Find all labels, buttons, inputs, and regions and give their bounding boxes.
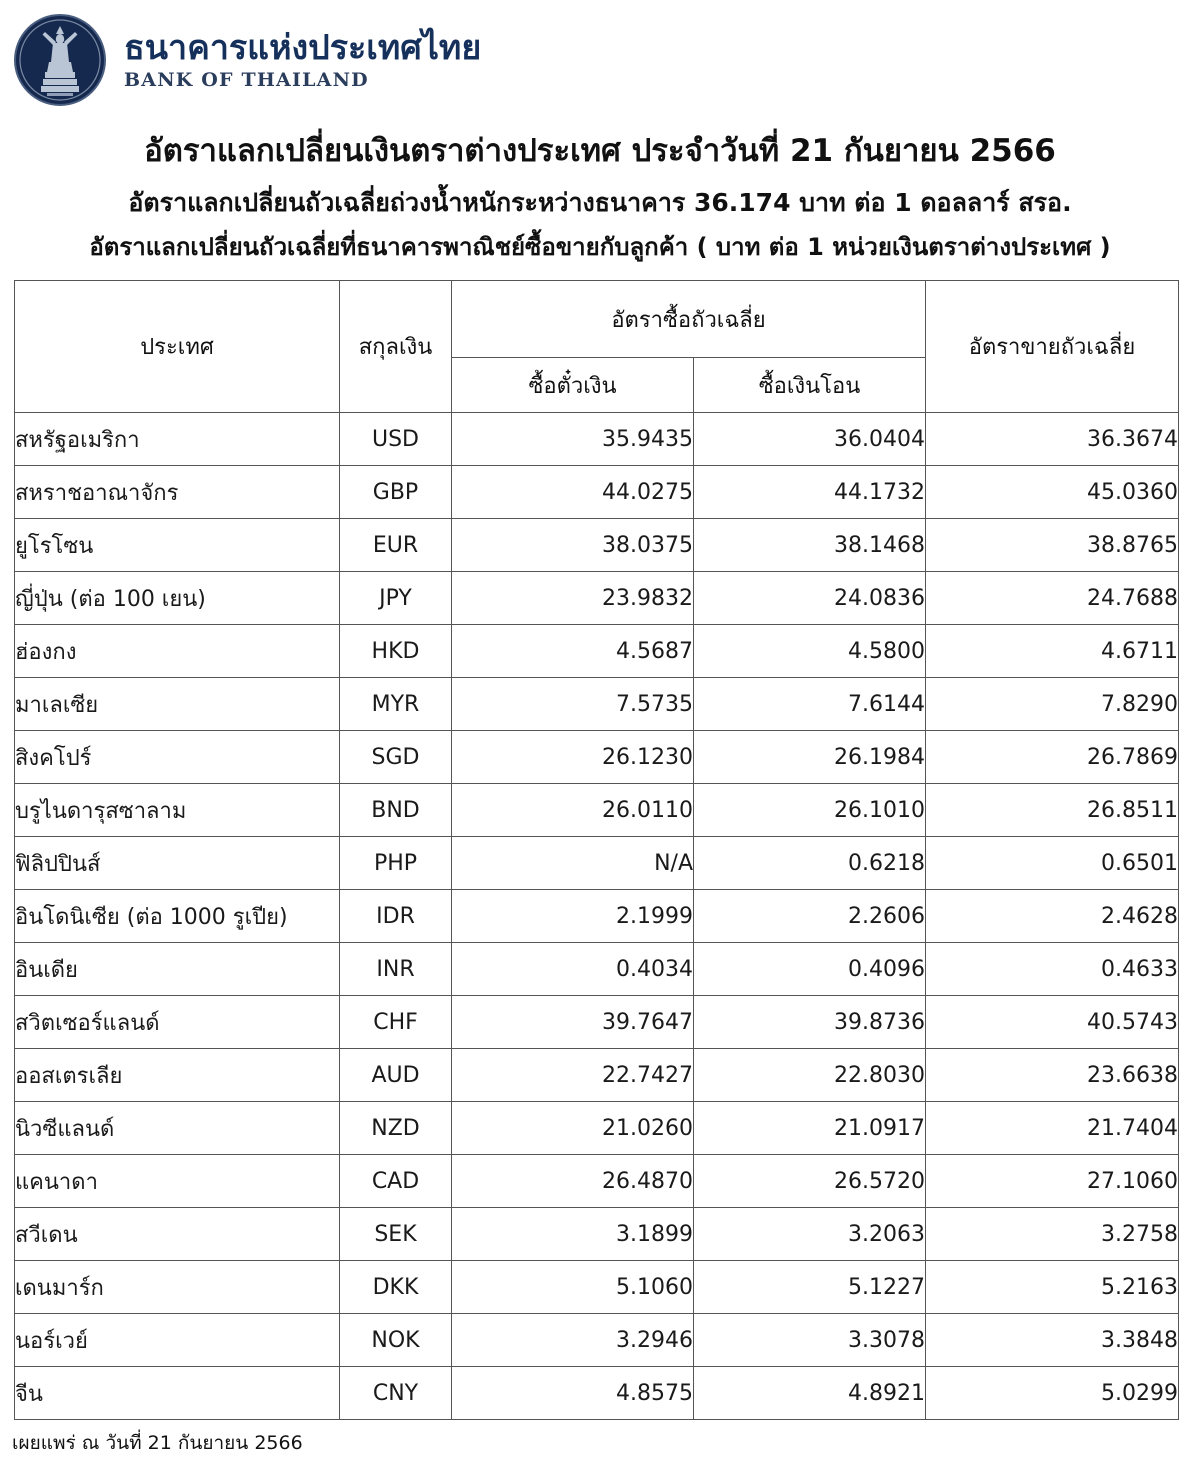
cell-buying-sight-bill: 39.7647 xyxy=(452,996,694,1049)
cell-country: สหรัฐอเมริกา xyxy=(15,413,340,466)
cell-country: มาเลเซีย xyxy=(15,678,340,731)
column-header-selling-rate: อัตราขายถัวเฉลี่ย xyxy=(926,281,1179,413)
cell-buying-sight-bill: 5.1060 xyxy=(452,1261,694,1314)
cell-currency-code: PHP xyxy=(340,837,452,890)
cell-currency-code: GBP xyxy=(340,466,452,519)
cell-buying-transfer: 26.1984 xyxy=(694,731,926,784)
table-row xyxy=(15,1049,1179,1102)
cell-currency-code: BND xyxy=(340,784,452,837)
cell-selling-rate: 24.7688 xyxy=(926,572,1179,625)
cell-buying-sight-bill: 2.1999 xyxy=(452,890,694,943)
brand-name-english: BANK OF THAILAND xyxy=(124,68,369,91)
cell-selling-rate: 3.2758 xyxy=(926,1208,1179,1261)
table-row xyxy=(15,731,1179,784)
cell-buying-transfer: 38.1468 xyxy=(694,519,926,572)
cell-selling-rate: 26.7869 xyxy=(926,731,1179,784)
cell-selling-rate: 0.4633 xyxy=(926,943,1179,996)
cell-buying-sight-bill: 3.1899 xyxy=(452,1208,694,1261)
cell-buying-transfer: 0.4096 xyxy=(694,943,926,996)
cell-selling-rate: 23.6638 xyxy=(926,1049,1179,1102)
brand-text xyxy=(124,27,482,91)
cell-currency-code: CNY xyxy=(340,1367,452,1420)
cell-buying-sight-bill: 3.2946 xyxy=(452,1314,694,1367)
cell-country: นอร์เวย์ xyxy=(15,1314,340,1367)
cell-currency-code: AUD xyxy=(340,1049,452,1102)
cell-buying-transfer: 26.5720 xyxy=(694,1155,926,1208)
cell-currency-code: MYR xyxy=(340,678,452,731)
cell-currency-code: USD xyxy=(340,413,452,466)
page-headings xyxy=(0,110,1200,272)
cell-selling-rate: 0.6501 xyxy=(926,837,1179,890)
table-header xyxy=(15,281,1179,413)
table-row xyxy=(15,1367,1179,1420)
cell-currency-code: SEK xyxy=(340,1208,452,1261)
published-date-note: เผยแพร่ ณ วันที่ 21 กันยายน 2566 xyxy=(12,1432,303,1454)
cell-buying-sight-bill: 7.5735 xyxy=(452,678,694,731)
cell-selling-rate: 5.0299 xyxy=(926,1367,1179,1420)
column-header-buying-sight-bill: ซื้อตั๋วเงิน xyxy=(452,358,694,413)
cell-country: นิวซีแลนด์ xyxy=(15,1102,340,1155)
cell-country: บรูไนดารุสซาลาม xyxy=(15,784,340,837)
table-row xyxy=(15,625,1179,678)
exchange-rate-table-container xyxy=(14,280,1186,1420)
cell-currency-code: DKK xyxy=(340,1261,452,1314)
cell-selling-rate: 4.6711 xyxy=(926,625,1179,678)
table-row xyxy=(15,1261,1179,1314)
cell-currency-code: EUR xyxy=(340,519,452,572)
cell-buying-transfer: 39.8736 xyxy=(694,996,926,1049)
table-row xyxy=(15,943,1179,996)
cell-selling-rate: 36.3674 xyxy=(926,413,1179,466)
cell-buying-sight-bill: 21.0260 xyxy=(452,1102,694,1155)
cell-country: เดนมาร์ก xyxy=(15,1261,340,1314)
cell-buying-transfer: 7.6144 xyxy=(694,678,926,731)
table-row xyxy=(15,890,1179,943)
cell-buying-transfer: 24.0836 xyxy=(694,572,926,625)
cell-currency-code: IDR xyxy=(340,890,452,943)
bank-of-thailand-seal-icon xyxy=(12,12,108,108)
cell-country: อินเดีย xyxy=(15,943,340,996)
cell-buying-sight-bill: 38.0375 xyxy=(452,519,694,572)
column-header-buying-group: อัตราซื้อถัวเฉลี่ย xyxy=(452,281,926,358)
cell-currency-code: INR xyxy=(340,943,452,996)
cell-buying-transfer: 3.3078 xyxy=(694,1314,926,1367)
cell-currency-code: CHF xyxy=(340,996,452,1049)
cell-currency-code: SGD xyxy=(340,731,452,784)
cell-country: จีน xyxy=(15,1367,340,1420)
cell-buying-transfer: 2.2606 xyxy=(694,890,926,943)
cell-currency-code: HKD xyxy=(340,625,452,678)
cell-currency-code: CAD xyxy=(340,1155,452,1208)
cell-country: แคนาดา xyxy=(15,1155,340,1208)
cell-country: ญี่ปุ่น (ต่อ 100 เยน) xyxy=(15,572,340,625)
brand-name-thai: ธนาคารแห่งประเทศไทย xyxy=(124,27,482,68)
cell-buying-sight-bill: 23.9832 xyxy=(452,572,694,625)
cell-selling-rate: 2.4628 xyxy=(926,890,1179,943)
table-row xyxy=(15,572,1179,625)
cell-country: ออสเตรเลีย xyxy=(15,1049,340,1102)
table-row xyxy=(15,519,1179,572)
cell-currency-code: NOK xyxy=(340,1314,452,1367)
cell-country: อินโดนิเซีย (ต่อ 1000 รูเปีย) xyxy=(15,890,340,943)
cell-buying-transfer: 4.5800 xyxy=(694,625,926,678)
page-title: อัตราแลกเปลี่ยนเงินตราต่างประเทศ ประจำวันที่ 21 กันยายน 2566 xyxy=(144,133,1056,169)
cell-buying-transfer: 44.1732 xyxy=(694,466,926,519)
cell-buying-transfer: 22.8030 xyxy=(694,1049,926,1102)
column-header-buying-transfer: ซื้อเงินโอน xyxy=(694,358,926,413)
table-row xyxy=(15,1314,1179,1367)
exchange-rate-table xyxy=(14,280,1179,1420)
cell-country: สวิตเซอร์แลนด์ xyxy=(15,996,340,1049)
cell-buying-transfer: 21.0917 xyxy=(694,1102,926,1155)
cell-country: สหราชอาณาจักร xyxy=(15,466,340,519)
table-row xyxy=(15,837,1179,890)
cell-currency-code: JPY xyxy=(340,572,452,625)
table-row xyxy=(15,413,1179,466)
cell-buying-transfer: 26.1010 xyxy=(694,784,926,837)
cell-buying-transfer: 5.1227 xyxy=(694,1261,926,1314)
table-row xyxy=(15,1208,1179,1261)
cell-selling-rate: 27.1060 xyxy=(926,1155,1179,1208)
cell-buying-sight-bill: N/A xyxy=(452,837,694,890)
cell-buying-sight-bill: 26.1230 xyxy=(452,731,694,784)
cell-country: ฮ่องกง xyxy=(15,625,340,678)
cell-country: สิงคโปร์ xyxy=(15,731,340,784)
cell-buying-transfer: 4.8921 xyxy=(694,1367,926,1420)
masthead xyxy=(0,0,1200,110)
weighted-average-rate-note: อัตราแลกเปลี่ยนถัวเฉลี่ยถ่วงน้ำหนักระหว่างธนาคาร 36.174 บาท ต่อ 1 ดอลลาร์ สรอ. xyxy=(128,187,1072,217)
table-row xyxy=(15,1102,1179,1155)
cell-selling-rate: 45.0360 xyxy=(926,466,1179,519)
cell-selling-rate: 3.3848 xyxy=(926,1314,1179,1367)
column-header-country: ประเทศ xyxy=(15,281,340,413)
cell-buying-sight-bill: 22.7427 xyxy=(452,1049,694,1102)
cell-currency-code: NZD xyxy=(340,1102,452,1155)
cell-buying-sight-bill: 0.4034 xyxy=(452,943,694,996)
cell-buying-transfer: 0.6218 xyxy=(694,837,926,890)
cell-buying-sight-bill: 4.8575 xyxy=(452,1367,694,1420)
cell-buying-sight-bill: 44.0275 xyxy=(452,466,694,519)
customer-rate-note: อัตราแลกเปลี่ยนถัวเฉลี่ยที่ธนาคารพาณิชย์ซื้อขายกับลูกค้า ( บาท ต่อ 1 หน่วยเงินตราต่างประเทศ ) xyxy=(89,233,1111,261)
cell-buying-sight-bill: 26.0110 xyxy=(452,784,694,837)
cell-selling-rate: 7.8290 xyxy=(926,678,1179,731)
cell-selling-rate: 21.7404 xyxy=(926,1102,1179,1155)
cell-selling-rate: 26.8511 xyxy=(926,784,1179,837)
table-body xyxy=(15,413,1179,1420)
cell-selling-rate: 38.8765 xyxy=(926,519,1179,572)
cell-selling-rate: 40.5743 xyxy=(926,996,1179,1049)
table-row xyxy=(15,784,1179,837)
cell-buying-sight-bill: 4.5687 xyxy=(452,625,694,678)
cell-buying-transfer: 3.2063 xyxy=(694,1208,926,1261)
table-row xyxy=(15,996,1179,1049)
table-row xyxy=(15,1155,1179,1208)
cell-country: ฟิลิปปินส์ xyxy=(15,837,340,890)
cell-buying-transfer: 36.0404 xyxy=(694,413,926,466)
table-row xyxy=(15,678,1179,731)
cell-country: ยูโรโซน xyxy=(15,519,340,572)
cell-buying-sight-bill: 26.4870 xyxy=(452,1155,694,1208)
table-row xyxy=(15,466,1179,519)
column-header-currency: สกุลเงิน xyxy=(340,281,452,413)
cell-selling-rate: 5.2163 xyxy=(926,1261,1179,1314)
cell-buying-sight-bill: 35.9435 xyxy=(452,413,694,466)
cell-country: สวีเดน xyxy=(15,1208,340,1261)
